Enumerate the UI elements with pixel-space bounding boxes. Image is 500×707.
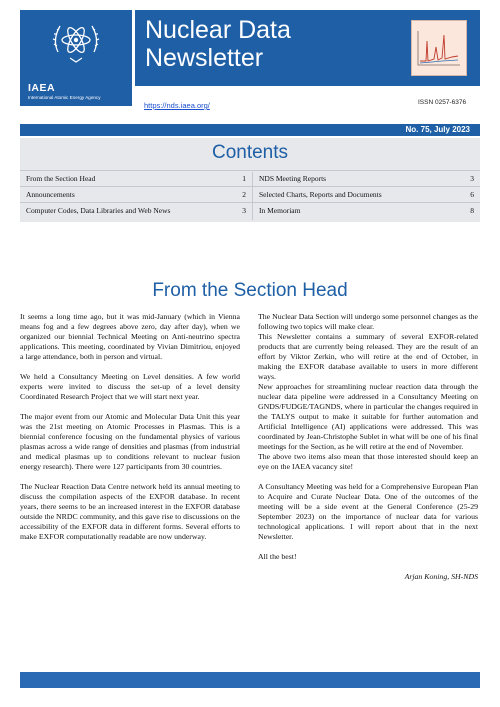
toc-entry-page: 3: [470, 174, 474, 183]
iaea-logo: [20, 10, 132, 106]
toc-entry-page: 3: [242, 206, 246, 215]
toc-entry-label: In Memoriam: [259, 206, 301, 215]
iaea-atom-emblem-icon: [48, 18, 104, 68]
article-paragraph: The major event from our Atomic and Molecular Data Unit this year was the 21st meeting on Atomic Processes in Plasmas. This is a biennial conference focusing on the fundamental physics of various plasmas across a wide range of densities and plasmas (from industrial and medical plasmas up to conditions relevant to nuclear fusion energy research). There were 127 participants from 30 countries.: [20, 412, 240, 471]
toc-entry[interactable]: [253, 188, 480, 202]
article-column-right: [258, 312, 478, 582]
title-line-1: Nuclear Data: [145, 16, 291, 44]
article-paragraph: The Nuclear Reaction Data Centre network held its annual meeting to discuss the compilation aspects of the EXFOR database. In recent years, there seems to be an increased interest in the EXFOR database outside the NRDC community, and this gave rise to discussions on the accessibility of the EXFOR data in different forms. Several efforts to make EXFOR computationally readable are now underway.: [20, 482, 240, 541]
article-paragraph: The Nuclear Data Section will undergo some personnel changes as the following two topics will make clear.: [258, 312, 478, 331]
article-paragraph: This Newsletter contains a summary of several EXFOR-related products that are currently being released. They are the result of an effort by Viktor Zerkin, who will retire at the end of October, in making the EXFOR database available to users in more different ways.: [258, 332, 478, 381]
toc-entry[interactable]: [20, 188, 252, 202]
footer-band: [20, 672, 480, 688]
article-heading: From the Section Head: [152, 280, 348, 301]
toc-entry-page: 8: [470, 206, 474, 215]
toc-entry-label: NDS Meeting Reports: [259, 174, 327, 183]
title-banner: [135, 10, 480, 86]
issue-number: No. 75, July 2023: [405, 125, 470, 134]
website-link[interactable]: https://nds.iaea.org/: [144, 101, 210, 110]
article-paragraph: All the best!: [258, 552, 297, 561]
issue-bar: [20, 124, 480, 136]
article-paragraph: We held a Consultancy Meeting on Level densities. A few world experts were invited to discuss the set-up of a level density Coordinated Research Project that we will start next year.: [20, 372, 240, 401]
article-column-left: [20, 312, 240, 542]
toc-entry[interactable]: [253, 172, 480, 186]
article-paragraph: A Consultancy Meeting was held for a Comprehensive European Plan to Acquire and Curate Nuclear Data. One of the outcomes of the meeting will be a side event at the General Conference (25-29 September 2023) on the importance of nuclear data for various technological applications. I will report about that in the next Newsletter.: [258, 482, 478, 541]
author-signature: Arjan Koning, SH-NDS: [404, 572, 478, 581]
article-paragraph: It seems a long time ago, but it was mid-January (which in Vienna means fog and a few degrees above zero, day after day), when we organized our biennial Technical Meeting on Anti-neutrino spectra applications. This meeting, coordinated by Vivian Dimitriou, enjoyed a large attendance, both in person and virtual.: [20, 312, 240, 361]
toc-divider: [20, 170, 480, 171]
newsletter-title: [145, 16, 291, 72]
article-paragraph: The above two items also mean that those interested should keep an eye on the IAEA vacancy site!: [258, 452, 478, 471]
issn-number: ISSN 0257-6376: [418, 99, 467, 106]
cover-thumbnail: [411, 20, 467, 76]
toc-entry[interactable]: [253, 204, 480, 218]
toc-entry-page: 6: [470, 190, 474, 199]
toc-entry[interactable]: [20, 172, 252, 186]
toc-entry-label: Selected Charts, Reports and Documents: [259, 190, 382, 199]
spectrum-chart-thumbnail-icon: [412, 21, 466, 75]
title-line-2: Newsletter: [145, 44, 264, 72]
toc-entry-label: Computer Codes, Data Libraries and Web News: [26, 206, 171, 215]
toc-entry-page: 2: [242, 190, 246, 199]
toc-entry-page: 1: [242, 174, 246, 183]
toc-divider: [20, 186, 480, 187]
org-short-name: IAEA: [28, 82, 56, 94]
toc-divider: [20, 202, 480, 203]
toc-entry[interactable]: [20, 204, 252, 218]
contents-heading: Contents: [211, 142, 289, 163]
toc-entry-label: Announcements: [26, 190, 75, 199]
article-paragraph: New approaches for streamlining nuclear reaction data through the nuclear data pipeline were addressed in a Consultancy Meeting on GNDS/FUDGE/TAGNDS, where in particular the changes required in the TALYS output to make it suitable for further automation and Artificial Intelligence (AI) applications were addressed. This was coordinated by Jean-Christophe Sublet in what will be one of his final meetings for the Section, as he will retire at the end of November.: [258, 382, 478, 451]
toc-entry-label: From the Section Head: [26, 174, 96, 183]
org-full-name: International Atomic Energy Agency: [28, 95, 101, 100]
